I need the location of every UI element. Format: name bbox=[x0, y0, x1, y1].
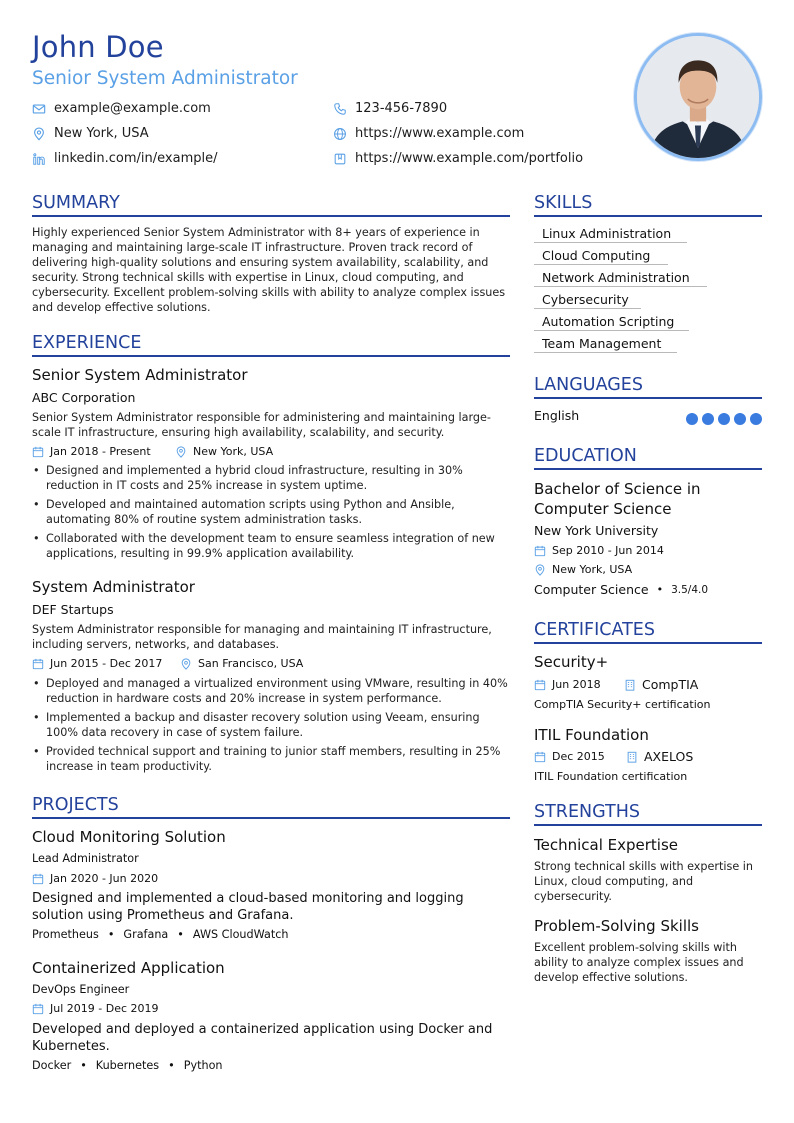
strength-title: Technical Expertise bbox=[534, 836, 679, 854]
skill-item: Cybersecurity bbox=[534, 292, 641, 309]
skills-heading: SKILLS bbox=[534, 193, 762, 217]
map-pin-icon bbox=[180, 658, 192, 670]
contact-portfolio[interactable] bbox=[333, 151, 583, 166]
tag: Docker bbox=[32, 1059, 72, 1072]
level-dot bbox=[734, 413, 746, 425]
job-bullets bbox=[32, 676, 512, 778]
projects-heading: PROJECTS bbox=[32, 795, 510, 819]
calendar-icon bbox=[32, 446, 44, 458]
candidate-name: John Doe bbox=[32, 30, 164, 64]
level-dot bbox=[750, 413, 762, 425]
skill-item: Network Administration bbox=[534, 270, 707, 287]
job-location: New York, USA bbox=[175, 445, 273, 458]
list-item: • Implemented a backup and disaster recovery solution using Veeam, ensuring 100% data recovery in case of system failure. bbox=[32, 710, 512, 740]
gpa: 3.5/4.0 bbox=[671, 583, 709, 596]
envelope-icon bbox=[32, 102, 46, 116]
job-bullets bbox=[32, 463, 512, 565]
job-description: System Administrator responsible for managing and maintaining IT infrastructure, including servers, networks, and databases. bbox=[32, 623, 492, 651]
skill-item: Team Management bbox=[534, 336, 677, 353]
job-title: Senior System Administrator bbox=[32, 366, 248, 384]
strength-description: Excellent problem-solving skills with ability to analyze complex issues and develop effective solutions. bbox=[534, 941, 744, 984]
level-dot bbox=[702, 413, 714, 425]
contact-email[interactable] bbox=[32, 101, 211, 116]
project-title: Containerized Application bbox=[32, 959, 225, 977]
strength-description: Strong technical skills with expertise in Linux, cloud computing, and cybersecurity. bbox=[534, 860, 753, 903]
education-field: Computer Science • 3.5/4.0 bbox=[534, 582, 709, 597]
list-item: • Designed and implemented a hybrid cloud infrastructure, resulting in 30% reduction in IT costs and 25% increase in system uptime. bbox=[32, 463, 512, 493]
strengths-heading: STRENGTHS bbox=[534, 802, 762, 826]
email-text: example@example.com bbox=[54, 101, 211, 116]
job-location: San Francisco, USA bbox=[180, 657, 303, 670]
building-icon bbox=[626, 751, 638, 763]
summary-heading: SUMMARY bbox=[32, 193, 510, 217]
calendar-icon bbox=[534, 751, 546, 763]
certificates-heading: CERTIFICATES bbox=[534, 620, 762, 644]
profile-photo bbox=[634, 33, 762, 161]
project-dates: Jan 2020 - Jun 2020 bbox=[32, 872, 158, 885]
skill-item: Cloud Computing bbox=[534, 248, 668, 265]
contact-website[interactable] bbox=[333, 126, 524, 141]
certificate-description: CompTIA Security+ certification bbox=[534, 698, 711, 711]
linkedin-text: linkedin.com/in/example/ bbox=[54, 151, 218, 166]
tag: Grafana bbox=[123, 928, 169, 941]
contact-linkedin[interactable] bbox=[32, 151, 217, 166]
tag: Prometheus bbox=[32, 928, 99, 941]
languages-heading: LANGUAGES bbox=[534, 375, 762, 399]
candidate-title: Senior System Administrator bbox=[32, 68, 298, 89]
list-item: • Deployed and managed a virtualized environment using VMware, resulting in 40% reduction in hardware costs and 20% increase in system performance. bbox=[32, 676, 512, 706]
strength-title: Problem-Solving Skills bbox=[534, 917, 699, 935]
building-icon bbox=[624, 679, 636, 691]
job-title: System Administrator bbox=[32, 578, 195, 596]
project-tags: Docker • Kubernetes • Python bbox=[32, 1059, 223, 1072]
portfolio-text: https://www.example.com/portfolio bbox=[355, 151, 584, 166]
project-title: Cloud Monitoring Solution bbox=[32, 828, 226, 846]
certificate-date: Jun 2018 bbox=[534, 678, 601, 691]
education-heading: EDUCATION bbox=[534, 446, 762, 470]
list-item: • Provided technical support and training to junior staff members, resulting in 25% increase in team productivity. bbox=[32, 744, 512, 774]
project-tags: Prometheus • Grafana • AWS CloudWatch bbox=[32, 928, 289, 941]
experience-heading: EXPERIENCE bbox=[32, 333, 510, 357]
certificate-issuer: CompTIA bbox=[624, 677, 698, 692]
map-pin-icon bbox=[534, 564, 546, 576]
linkedin-icon bbox=[32, 152, 46, 166]
job-company: DEF Startups bbox=[32, 602, 114, 617]
person-photo-icon bbox=[637, 36, 759, 158]
calendar-icon bbox=[32, 873, 44, 885]
bookmark-icon bbox=[333, 152, 347, 166]
certificate-issuer: AXELOS bbox=[626, 749, 693, 764]
project-role: Lead Administrator bbox=[32, 852, 139, 865]
globe-icon bbox=[333, 127, 347, 141]
job-dates: Jan 2018 - Present bbox=[32, 445, 151, 458]
project-description: Developed and deployed a containerized application using Docker and Kubernetes. bbox=[32, 1022, 493, 1054]
phone-icon bbox=[333, 102, 347, 116]
certificate-description: ITIL Foundation certification bbox=[534, 770, 688, 783]
job-description: Senior System Administrator responsible for administering and maintaining large-scale IT infrastructure, ensuring high availability, scalability, and security. bbox=[32, 411, 491, 439]
education-location: New York, USA bbox=[534, 563, 632, 576]
phone-text: 123-456-7890 bbox=[355, 101, 448, 116]
level-dot bbox=[718, 413, 730, 425]
summary-text: Highly experienced Senior System Administrator with 8+ years of experience in managing and maintaining large-scale IT infrastructure. Proven track record of delivering high-quality solutions and ensuring system availability, scalability, and security. Strong technical skills with expertise in Linux, cloud computing, and cybersecurity. Excellent problem-solving skills with ability to analyze complex issues and develop effective solutions. bbox=[32, 226, 506, 314]
degree-title: Bachelor of Science in Computer Science bbox=[534, 480, 701, 518]
contact-location bbox=[32, 126, 149, 141]
certificate-title: Security+ bbox=[534, 653, 609, 671]
level-dot bbox=[686, 413, 698, 425]
project-role: DevOps Engineer bbox=[32, 983, 130, 996]
map-pin-icon bbox=[175, 446, 187, 458]
website-text: https://www.example.com bbox=[355, 126, 525, 141]
job-company: ABC Corporation bbox=[32, 390, 136, 405]
education-dates: Sep 2010 - Jun 2014 bbox=[534, 544, 664, 557]
language-name: English bbox=[534, 408, 580, 423]
tag: AWS CloudWatch bbox=[192, 928, 289, 941]
calendar-icon bbox=[534, 545, 546, 557]
tag: Kubernetes bbox=[95, 1059, 160, 1072]
certificate-date: Dec 2015 bbox=[534, 750, 605, 763]
project-description: Designed and implemented a cloud-based monitoring and logging solution using Prometheus and Grafana. bbox=[32, 891, 464, 923]
contact-phone[interactable] bbox=[333, 101, 447, 116]
calendar-icon bbox=[534, 679, 546, 691]
skill-item: Linux Administration bbox=[534, 226, 687, 243]
tag: Python bbox=[183, 1059, 223, 1072]
list-item: • Collaborated with the development team to ensure seamless integration of new applications, resulting in 99.9% application availability. bbox=[32, 531, 512, 561]
calendar-icon bbox=[32, 658, 44, 670]
certificate-title: ITIL Foundation bbox=[534, 726, 649, 744]
location-text: New York, USA bbox=[54, 126, 149, 141]
calendar-icon bbox=[32, 1003, 44, 1015]
skill-item: Automation Scripting bbox=[534, 314, 689, 331]
school-name: New York University bbox=[534, 523, 659, 538]
map-pin-icon bbox=[32, 127, 46, 141]
project-dates: Jul 2019 - Dec 2019 bbox=[32, 1002, 159, 1015]
job-dates: Jun 2015 - Dec 2017 bbox=[32, 657, 162, 670]
list-item: • Developed and maintained automation scripts using Python and Ansible, automating 80% of routine system administration tasks. bbox=[32, 497, 512, 527]
